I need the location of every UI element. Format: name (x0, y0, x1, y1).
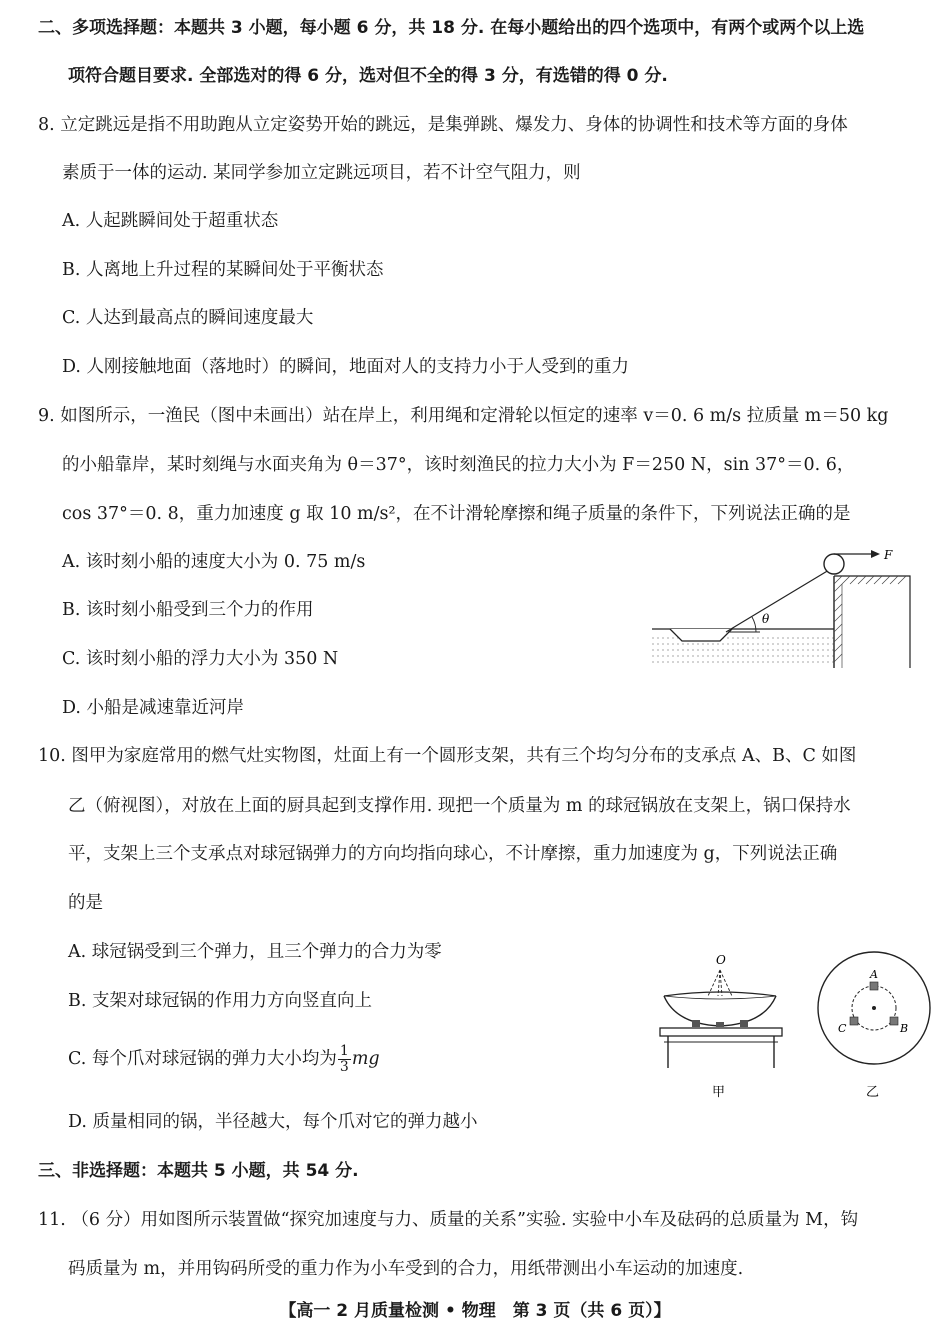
q10-stove-figure (652, 950, 944, 1102)
label-b: B (900, 1022, 909, 1035)
support-point-a (870, 982, 878, 990)
support-point-c (850, 1017, 858, 1025)
force-arrow-icon (871, 550, 880, 558)
q9-boat-pulley-figure (648, 540, 916, 668)
q9-stem-line1: 9. 如图所示，一渔民（图中未画出）站在岸上，利用绳和定滑轮以恒定的速率 v＝0. 6 m/s 拉质量 m＝50 kg (38, 406, 889, 426)
shore-top (834, 576, 910, 668)
q10-option-c (68, 1044, 380, 1075)
caption-jia: 甲 (712, 1085, 726, 1100)
fraction-numerator: 1 (339, 1043, 349, 1059)
claw-right (740, 1020, 748, 1027)
q8-stem-line1: 8. 立定跳远是指不用助跑从立定姿势开始的跳远，是集弹跳、爆发力、身体的协调性和技术等方面的身体 (38, 115, 848, 135)
q11-stem-line1: 11. （6 分）用如图所示装置做“探究加速度与力、质量的关系”实验. 实验中小车及砝码的总质量为 M，钩 (38, 1210, 859, 1230)
section3-heading: 三、非选择题：本题共 5 小题，共 54 分. (38, 1161, 359, 1181)
q8-stem-line2: 素质于一体的运动. 某同学参加立定跳远项目，若不计空气阻力，则 (62, 163, 581, 183)
section2-heading-line1: 二、多项选择题：本题共 3 小题，每小题 6 分，共 18 分. 在每小题给出的四个选项中，有两个或两个以上选 (38, 18, 865, 38)
pulley-icon (824, 554, 844, 574)
label-c: C (838, 1022, 847, 1035)
q9-option-b: B. 该时刻小船受到三个力的作用 (62, 600, 314, 620)
q9-stem-line3: cos 37°＝0. 8，重力加速度 g 取 10 m/s²，在不计滑轮摩擦和绳子质量的条件下，下列说法正确的是 (62, 504, 851, 524)
label-a: A (870, 968, 878, 981)
fraction-denominator: 3 (339, 1059, 349, 1075)
center-o-label: O (716, 953, 726, 967)
rope-diagonal (726, 570, 829, 632)
claw-center (716, 1022, 724, 1027)
caption-yi: 乙 (866, 1085, 880, 1100)
q9-option-c: C. 该时刻小船的浮力大小为 350 N (62, 649, 339, 669)
q11-stem-line2: 码质量为 m，并用钩码所受的重力作为小车受到的合力，用纸带测出小车运动的加速度. (68, 1259, 744, 1279)
q10-stem-line3: 平，支架上三个支承点对球冠锅弹力的方向均指向球心，不计摩擦，重力加速度为 g，下列说法正确 (68, 844, 838, 864)
water-hatching (652, 638, 834, 662)
q10-stem-line2: 乙（俯视图），对放在上面的厨具起到支撑作用. 现把一个质量为 m 的球冠锅放在支架上，锅口保持水 (68, 796, 851, 816)
support-point-b (890, 1017, 898, 1025)
q10-option-d: D. 质量相同的锅，半径越大，每个爪对它的弹力越小 (68, 1112, 478, 1132)
angle-label: θ (762, 612, 770, 626)
q9-option-d: D. 小船是减速靠近河岸 (62, 698, 245, 718)
q8-option-a: A. 人起跳瞬间处于超重状态 (62, 211, 279, 231)
angle-arc (752, 617, 756, 632)
q9-option-a: A. 该时刻小船的速度大小为 0. 75 m/s (62, 552, 366, 572)
boat-shape (670, 629, 732, 641)
q10-stem-line4: 的是 (68, 893, 103, 913)
pot-bowl (664, 996, 776, 1026)
claw-left (692, 1020, 700, 1027)
shore-hatching (834, 576, 906, 668)
stove-top (660, 1028, 782, 1036)
q10-option-b: B. 支架对球冠锅的作用力方向竖直向上 (68, 991, 372, 1011)
q10-stem-line1: 10. 图甲为家庭常用的燃气灶实物图，灶面上有一个圆形支架，共有三个均匀分布的支承点 A、B、C 如图 (38, 746, 857, 766)
q10-option-c-mg: mg (351, 1049, 380, 1069)
one-third-fraction (338, 1044, 351, 1075)
center-dot (872, 1006, 876, 1010)
q8-option-b: B. 人离地上升过程的某瞬间处于平衡状态 (62, 260, 384, 280)
section2-heading-line2: 项符合题目要求. 全部选对的得 6 分，选对但不全的得 3 分，有选错的得 0 分. (68, 66, 668, 86)
force-label: F (884, 548, 893, 562)
page-footer: 【高一 2 月质量检测 • 物理 第 3 页（共 6 页）】 (279, 1301, 671, 1321)
pot-rim (664, 992, 776, 996)
q9-stem-line2: 的小船靠岸，某时刻绳与水面夹角为 θ＝37°，该时刻渔民的拉力大小为 F＝250 N，sin 37°＝0. 6， (62, 455, 855, 475)
q8-option-c: C. 人达到最高点的瞬间速度最大 (62, 308, 314, 328)
q8-option-d: D. 人刚接触地面（落地时）的瞬间，地面对人的支持力小于人受到的重力 (62, 357, 630, 377)
q10-option-c-text: C. 每个爪对球冠锅的弹力大小均为 (68, 1049, 337, 1069)
q10-option-a: A. 球冠锅受到三个弹力，且三个弹力的合力为零 (68, 942, 442, 962)
